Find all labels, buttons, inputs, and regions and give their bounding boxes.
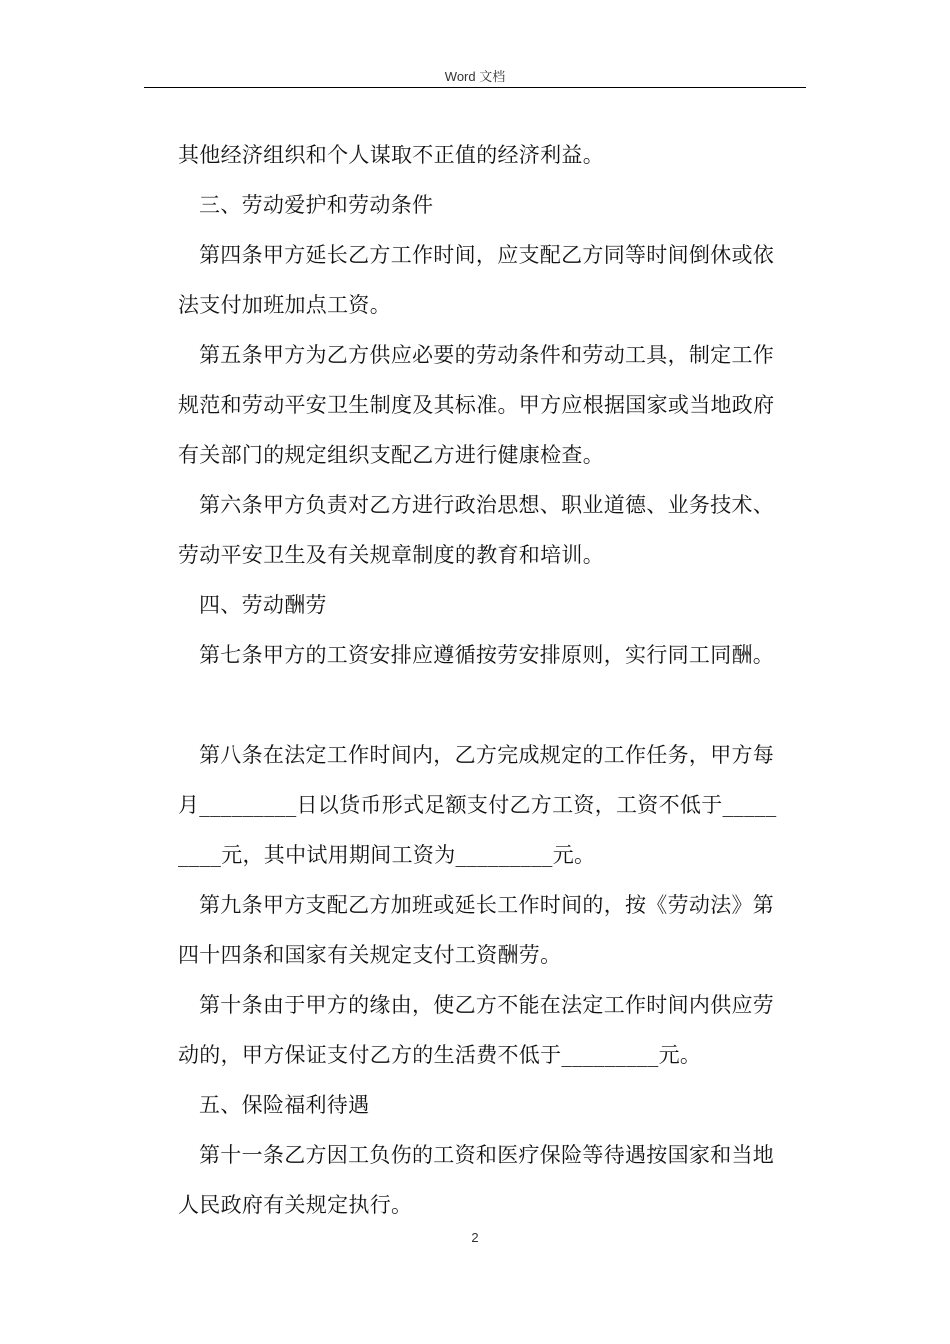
article-seven-line-1: 第七条甲方的工资安排应遵循按劳安排原则，实行同工同酬。 [199, 643, 775, 667]
section-heading-four: 四、劳动酬劳 [199, 593, 327, 617]
article-six-line-2: 劳动平安卫生及有关规章制度的教育和培训。 [178, 543, 604, 567]
article-eleven-line-2: 人民政府有关规定执行。 [178, 1193, 413, 1217]
section-heading-three: 三、劳动爱护和劳动条件 [199, 193, 434, 217]
article-eight-line-2: 月_________日以货币形式足额支付乙方工资，工资不低于_____ [178, 793, 777, 817]
article-five-line-3: 有关部门的规定组织支配乙方进行健康检查。 [178, 443, 604, 467]
article-six-line-1: 第六条甲方负责对乙方进行政治思想、职业道德、业务技术、 [199, 493, 775, 517]
article-nine-line-1: 第九条甲方支配乙方加班或延长工作时间的，按《劳动法》第 [199, 893, 775, 917]
article-ten-line-2: 动的，甲方保证支付乙方的生活费不低于_________元。 [178, 1043, 702, 1067]
article-four-line-2: 法支付加班加点工资。 [178, 293, 391, 317]
article-four-line-1: 第四条甲方延长乙方工作时间，应支配乙方同等时间倒休或依 [199, 243, 775, 267]
article-eight-line-1: 第八条在法定工作时间内，乙方完成规定的工作任务，甲方每 [199, 743, 775, 767]
section-heading-five: 五、保险福利待遇 [199, 1093, 370, 1117]
article-nine-line-2: 四十四条和国家有关规定支付工资酬劳。 [178, 943, 562, 967]
article-five-line-1: 第五条甲方为乙方供应必要的劳动条件和劳动工具，制定工作 [199, 343, 775, 367]
article-eleven-line-1: 第十一条乙方因工负伤的工资和医疗保险等待遇按国家和当地 [199, 1143, 775, 1167]
page-number: 2 [471, 1230, 479, 1245]
document-body [178, 130, 804, 1230]
paragraph-line: 其他经济组织和个人谋取不正值的经济利益。 [178, 143, 604, 167]
article-five-line-2: 规范和劳动平安卫生制度及其标准。甲方应根据国家或当地政府 [178, 393, 775, 417]
page-header: Word 文档 [444, 69, 506, 84]
article-eight-line-3: ____元，其中试用期间工资为_________元。 [178, 843, 596, 867]
blank-spacer [178, 680, 804, 730]
article-ten-line-1: 第十条由于甲方的缘由，使乙方不能在法定工作时间内供应劳 [199, 993, 775, 1017]
header-divider [144, 87, 806, 88]
